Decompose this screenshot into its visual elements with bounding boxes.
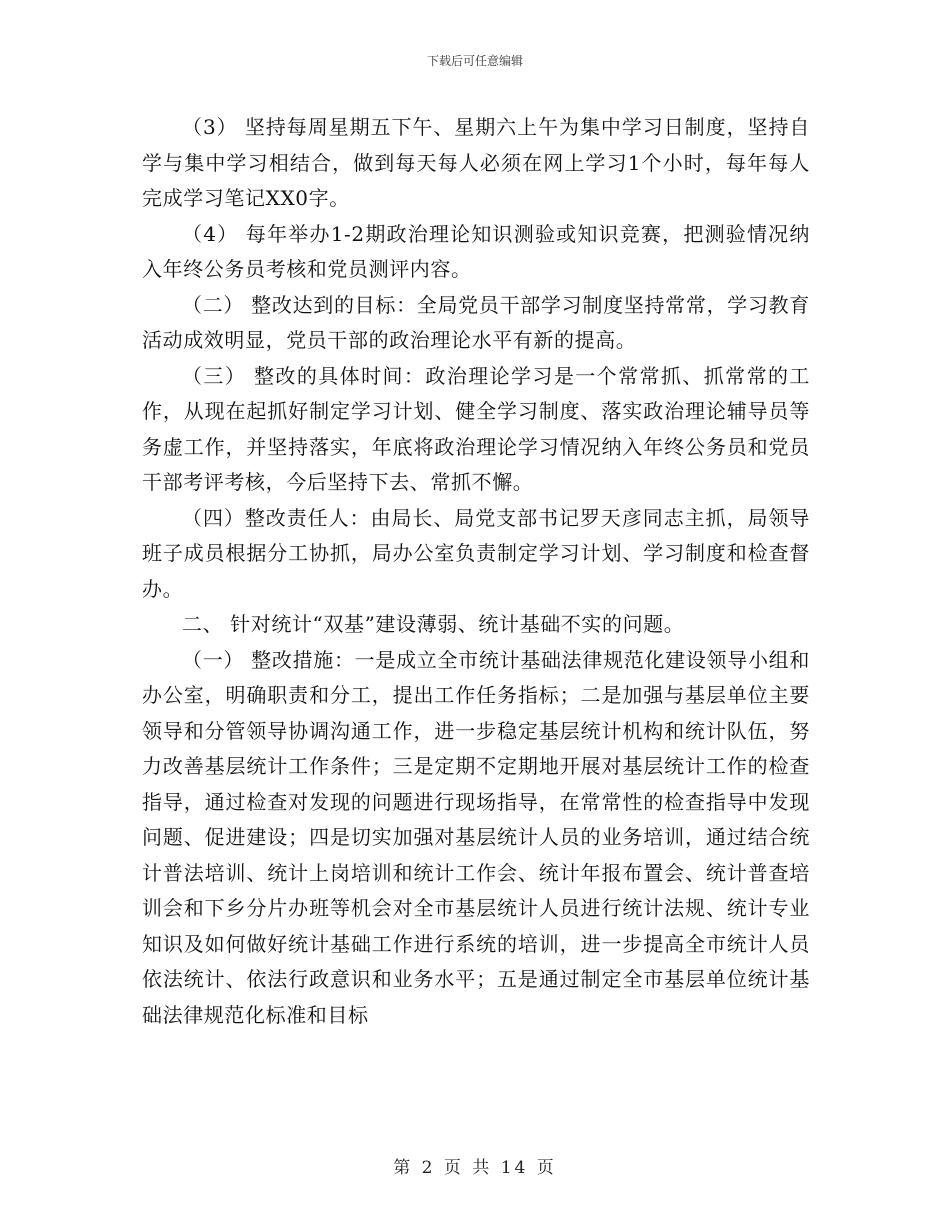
paragraph-responsible: （四）整改责任人：由局长、局党支部书记罗天彦同志主抓，局领导班子成员根据分工协抓，局办公室负责制定学习计划、学习制度和检查督办。 [142,505,810,601]
paragraph-target: （二） 整改达到的目标：全局党员干部学习制度坚持常常，学习教育活动成效明显，党员干部的政治理论水平有新的提高。 [142,292,810,352]
page-footer: 第 2 页 共 14 页 [393,1158,557,1178]
page-header: 下载后可任意编辑 [426,54,523,68]
paragraph-4: （4） 每年举办1-2期政治理论知识测验或知识竞赛，把测验情况纳入年终公务员考核和党员测评内容。 [142,221,810,281]
section-heading-2: 二、 针对统计“双基”建设薄弱、统计基础不实的问题。 [182,612,685,636]
paragraph-schedule: （三） 整改的具体时间：政治理论学习是一个常常抓、抓常常的工作，从现在起抓好制定学习计划、健全学习制度、落实政治理论辅导员等务虚工作，并坚持落实，年底将政治理论学习情况纳入年终公务员和党员干部考评考核，今后坚持下去、常抓不懈。 [142,363,810,494]
document-body [142,110,810,1033]
paragraph-measures: （一） 整改措施：一是成立全市统计基础法律规范化建设领导小组和办公室，明确职责和分工，提出工作任务指标；二是加强与基层单位主要领导和分管领导协调沟通工作，进一步稳定基层统计机构和统计队伍，努力改善基层统计工作条件；三是定期不定期地开展对基层统计工作的检查指导，通过检查对发现的问题进行现场指导，在常常性的检查指导中发现问题、促进建设；四是切实加强对基层统计人员的业务培训，通过结合统计普法培训、统计上岗培训和统计工作会、统计年报布置会、统计普查培训会和下乡分片办班等机会对全市基层统计人员进行统计法规、统计专业知识及如何做好统计基础工作进行系统的培训，进一步提高全市统计人员依法统计、依法行政意识和业务水平；五是通过制定全市基层单位统计基础法律规范化标准和目标 [142,647,810,1027]
paragraph-3: （3） 坚持每周星期五下午、星期六上午为集中学习日制度，坚持自学与集中学习相结合，做到每天每人必须在网上学习1个小时，每年每人完成学习笔记XX0字。 [142,115,810,210]
